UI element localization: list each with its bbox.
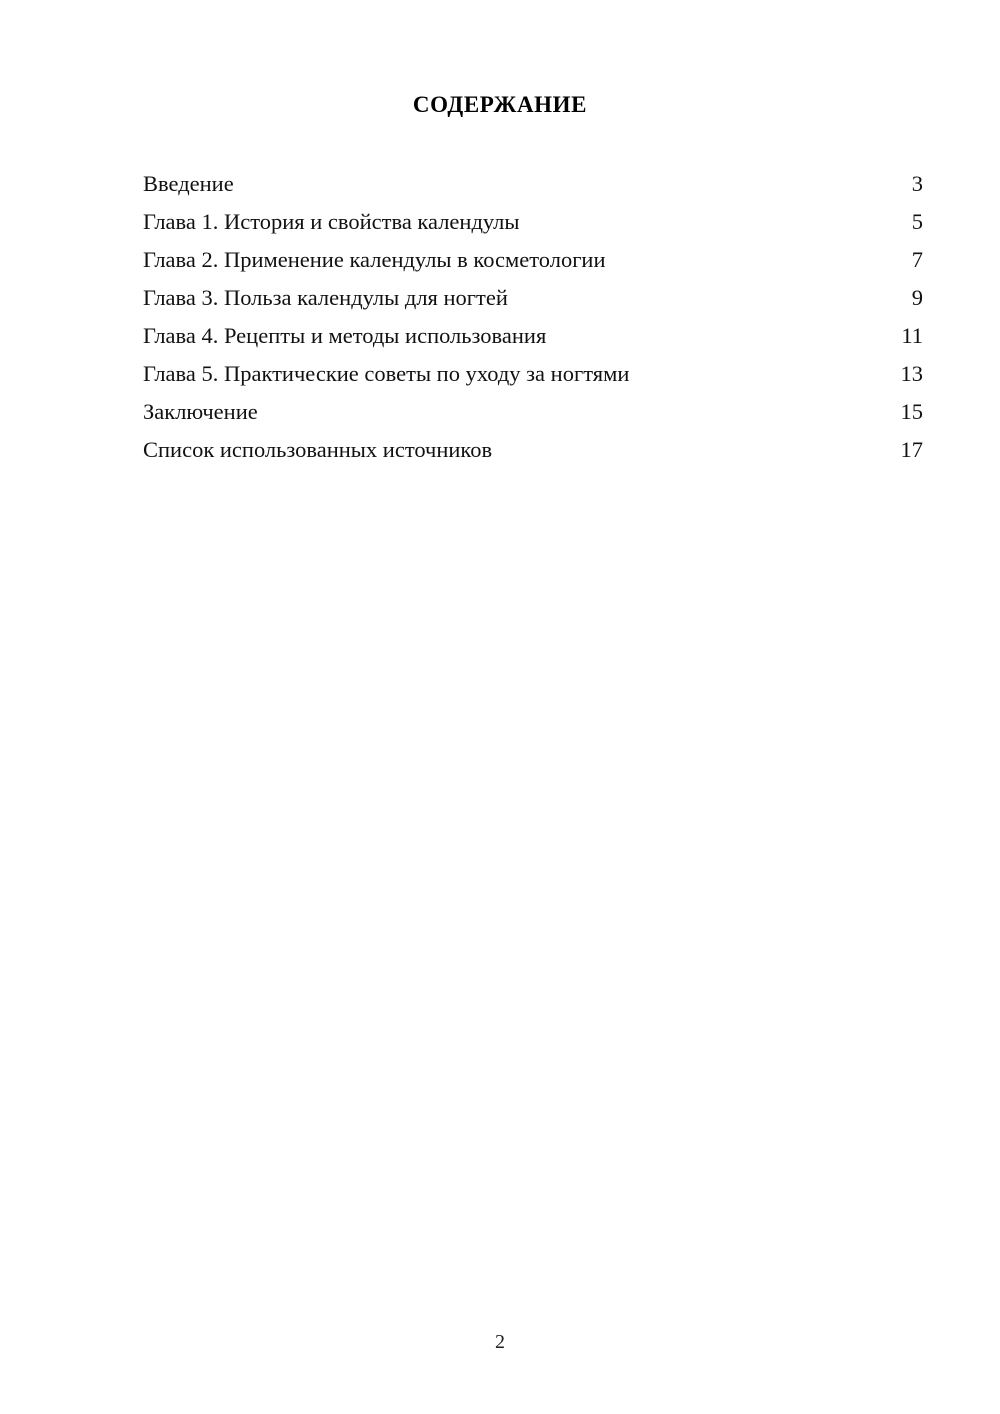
toc-entry[interactable] — [143, 241, 923, 279]
toc-entry-page: 17 — [900, 437, 923, 462]
toc-entry[interactable] — [143, 279, 923, 317]
toc-entry-label: Глава 1. История и свойства календулы — [143, 209, 520, 234]
table-of-contents — [143, 165, 923, 469]
toc-entry-page: 7 — [911, 247, 923, 272]
toc-entry[interactable] — [143, 355, 923, 393]
toc-entry-label: Заключение — [143, 399, 258, 424]
toc-entry-page: 3 — [911, 171, 923, 196]
toc-entry-label: Глава 5. Практические советы по уходу за ногтями — [143, 361, 630, 386]
toc-entry-label: Введение — [143, 171, 234, 196]
page-title: СОДЕРЖАНИЕ — [412, 92, 588, 117]
toc-entry[interactable] — [143, 317, 923, 355]
toc-entry-page: 9 — [911, 285, 923, 310]
toc-entry-label: Глава 2. Применение календулы в косметологии — [143, 247, 606, 272]
page-number: 2 — [495, 1331, 505, 1353]
toc-entry-page: 5 — [911, 209, 923, 234]
toc-entry[interactable] — [143, 203, 923, 241]
toc-entry[interactable] — [143, 431, 923, 469]
toc-entry-page: 13 — [900, 361, 923, 386]
toc-entry[interactable] — [143, 165, 923, 203]
toc-entry[interactable] — [143, 393, 923, 431]
toc-entry-label: Глава 3. Польза календулы для ногтей — [143, 285, 508, 310]
toc-entry-label: Глава 4. Рецепты и методы использования — [143, 323, 547, 348]
toc-entry-page: 15 — [900, 399, 923, 424]
toc-entry-label: Список использованных источников — [143, 437, 493, 462]
toc-entry-page: 11 — [901, 323, 923, 348]
